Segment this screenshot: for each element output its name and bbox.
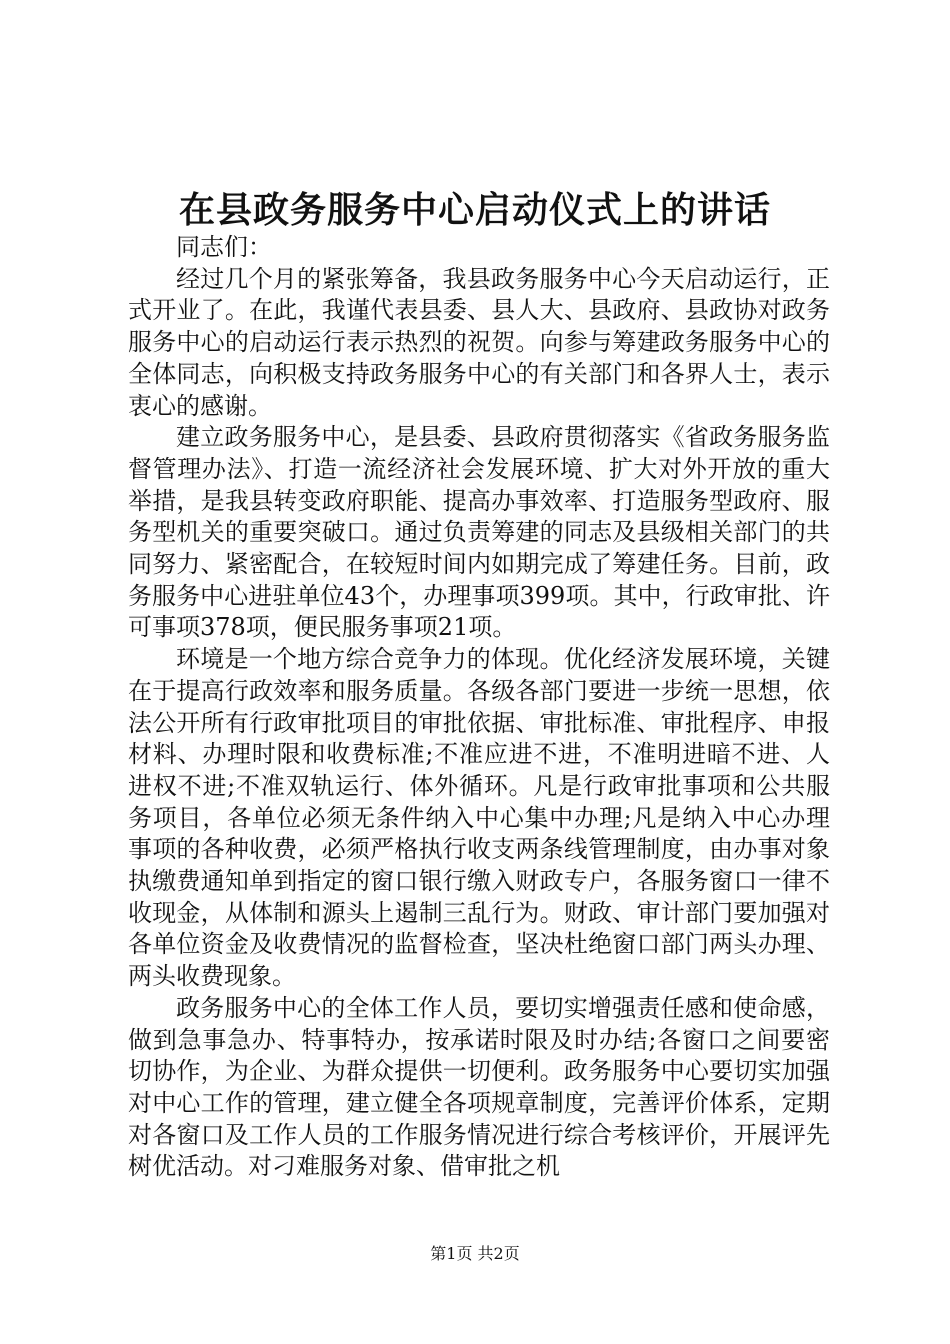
salutation-paragraph: 同志们：	[176, 233, 272, 261]
page-number-footer: 第1页 共2页	[430, 1244, 520, 1263]
body-paragraph: 政务服务中心的全体工作人员，要切实增强责任感和使命感，做到急事急办、特事特办，按承诺时限及时办结;各窗口之间要密切协作，为企业、为群众提供一切便利。政务服务中心要切实加强对中心工作的管理，建立健全各项规章制度，完善评价体系，定期对各窗口及工作人员的工作服务情况进行综合考核评价，开展评先树优活动。对刁难服务对象、借审批之机	[128, 993, 830, 1181]
body-paragraph: 建立政务服务中心，是县委、县政府贯彻落实《省政务服务监督管理办法》、打造一流经济社会发展环境、扩大对外开放的重大举措，是我县转变政府职能、提高办事效率、打造服务型政府、服务型机关的重要突破口。通过负责筹建的同志及县级相关部门的共同努力、紧密配合，在较短时间内如期完成了筹建任务。目前，政务服务中心进驻单位43个，办理事项399项。其中，行政审批、许可事项378项，便民服务事项21项。	[128, 423, 830, 642]
document-title: 在县政务服务中心启动仪式上的讲话	[178, 189, 771, 231]
document-body	[128, 232, 830, 1183]
body-paragraph: 环境是一个地方综合竞争力的体现。优化经济发展环境，关键在于提高行政效率和服务质量。各级各部门要进一步统一思想，依法公开所有行政审批项目的审批依据、审批标准、审批程序、申报材料、办理时限和收费标准;不准应进不进，不准明进暗不进、人进权不进;不准双轨运行、体外循环。凡是行政审批事项和公共服务项目，各单位必须无条件纳入中心集中办理;凡是纳入中心办理事项的各种收费，必须严格执行收支两条线管理制度，由办事对象执缴费通知单到指定的窗口银行缴入财政专户，各服务窗口一律不收现金，从体制和源头上遏制三乱行为。财政、审计部门要加强对各单位资金及收费情况的监督检查，坚决杜绝窗口部门两头办理、两头收费现象。	[128, 645, 830, 991]
body-paragraph: 经过几个月的紧张筹备，我县政务服务中心今天启动运行，正式开业了。在此，我谨代表县委、县人大、县政府、县政协对政务服务中心的启动运行表示热烈的祝贺。向参与筹建政务服务中心的全体同志，向积极支持政务服务中心的有关部门和各界人士，表示衷心的感谢。	[128, 264, 830, 420]
